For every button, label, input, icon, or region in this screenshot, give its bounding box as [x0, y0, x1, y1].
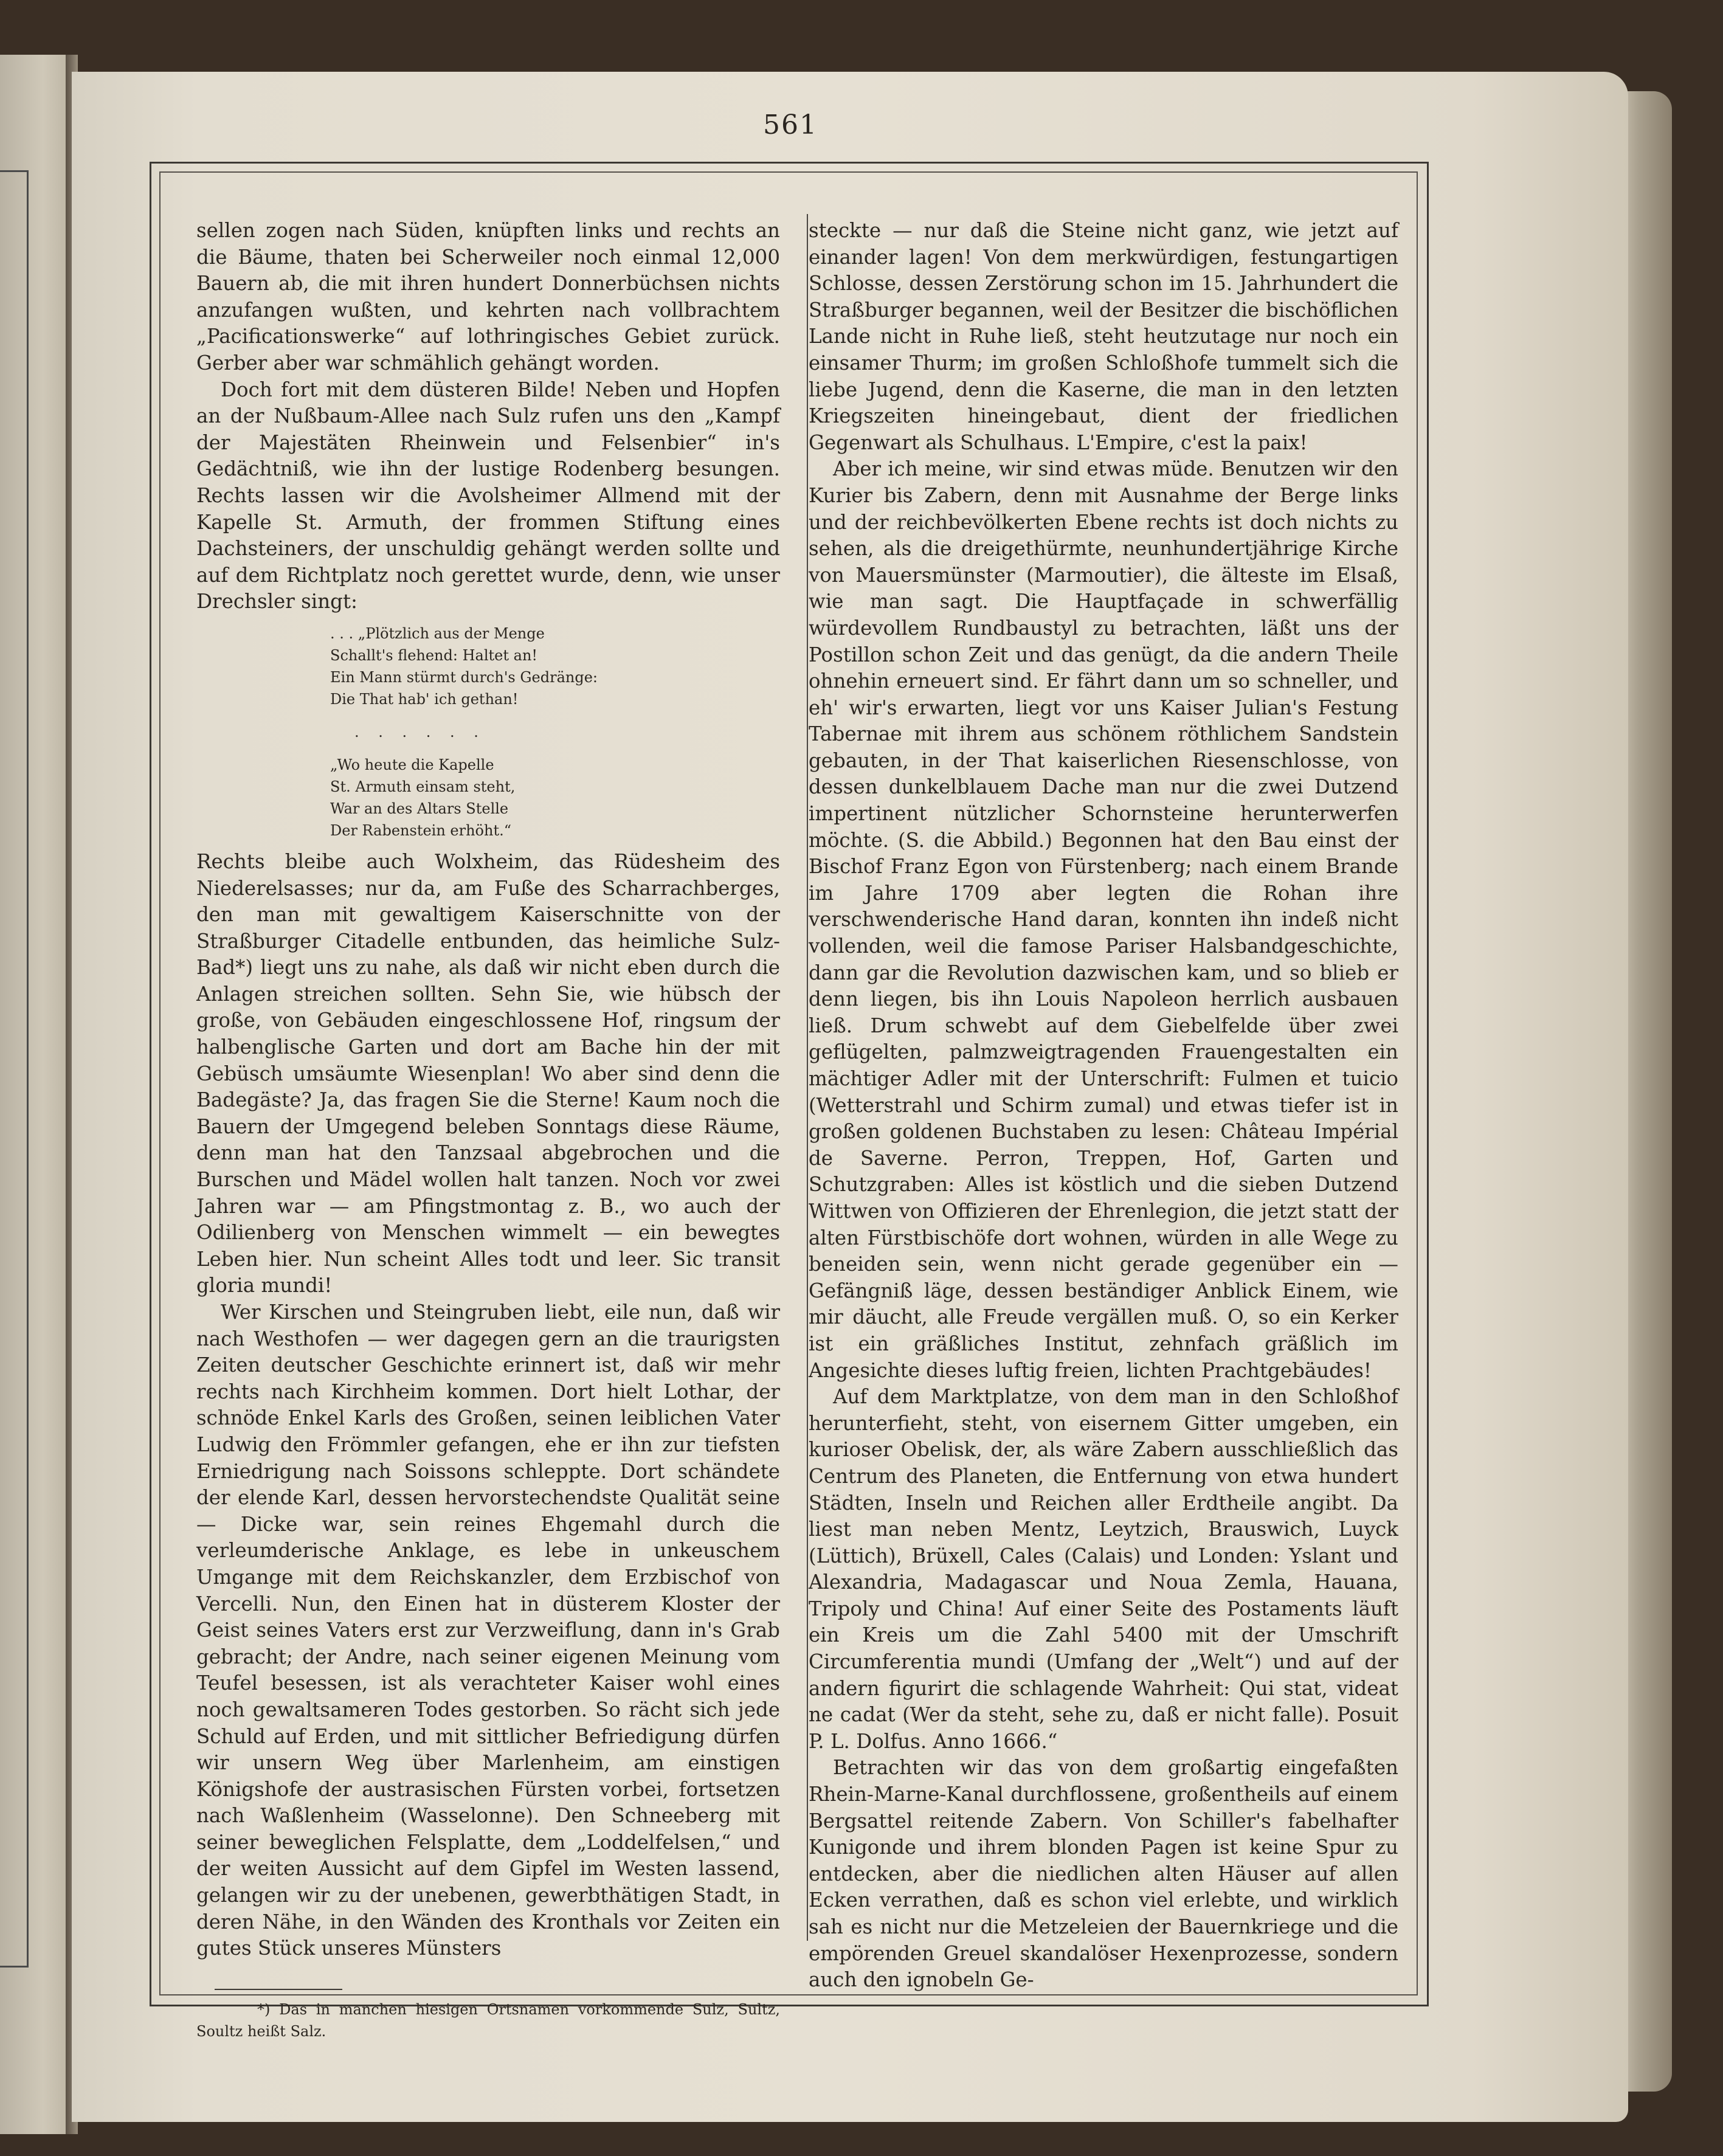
poem-line: Ein Mann stürmt durch's Gedränge:	[330, 668, 598, 686]
poem-line: St. Armuth einsam steht,	[330, 778, 516, 795]
poem-line: „Wo heute die Kapelle	[330, 756, 494, 773]
poem-quote	[330, 623, 780, 841]
left-facing-page	[0, 55, 73, 2134]
paragraph: Auf dem Marktplatze, von dem man in den Schloßhof herunterfieht, steht, von eisernem Gitter umgeben, ein kurioser Obelisk, der, als wäre Zabern ausschließlich das Centrum des Planeten, die Entfernung von etwa hundert Städten, Inseln und Reichen aller Erdtheile angibt. Da liest man neben Mentz, Leytzich, Brauswich, Luyck (Lüttich), Brüxell, Cales (Calais) und Londen: Yslant und Alexandria, Madagascar und Noua Zemla, Hauana, Tripoly und China! Auf einer Seite des Postaments läuft ein Kreis um die Zahl 5400 mit der Umschrift Circumferentia mundi (Umfang der „Welt“) und auf der andern figurirt die schlagende Wahrheit: Qui stat, videat ne cadat (Wer da steht, sehe zu, daß er nicht falle). Posuit P. L. Dolfus. Anno 1666.“	[809, 1385, 1398, 1753]
paragraph: Rechts bleibe auch Wolxheim, das Rüdesheim des Niederelsasses; nur da, am Fuße des Scharrachberges, den man mit gewaltigem Kaiserschnitte von der Straßburger Citadelle entbunden, das heimliche Sulz-Bad*) liegt uns zu nahe, als daß wir nicht eben durch die Anlagen streichen sollten. Sehn Sie, wie hübsch der große, von Gebäuden eingeschlossene Hof, ringsum der halbenglische Garten und dort am Bache hin der mit Gebüsch umsäumte Wiesenplan! Wo aber sind denn die Badegäste? Ja, das fragen Sie die Sterne! Kaum noch die Bauern der Umgegend beleben Sonntags diese Räume, denn man hat den Tanzsaal abgebrochen und die Burschen und Mädel wollen halt tanzen. Noch vor zwei Jahren war — am Pfingstmontag z. B., wo auch der Odilienberg von Menschen wimmelt — ein bewegtes Leben hier. Nun scheint Alles todt und leer. Sic transit gloria mundi!	[196, 849, 780, 1297]
paragraph: Aber ich meine, wir sind etwas müde. Benutzen wir den Kurier bis Zabern, denn mit Ausnahme der Berge links und der reichbevölkerten Ebene rechts ist doch nichts zu sehen, als die dreigethürmte, neunhundertjährige Kirche von Mauersmünster (Marmoutier), die älteste im Elsaß, wie man sagt. Die Hauptfaçade in schwerfällig würdevollem Rundbaustyl zu betrachten, läßt uns der Postillon schon Zeit und das genügt, da die andern Theile ohnehin erneuert sind. Er fährt dann um so schneller, und eh' wir's erwarten, liegt vor uns Kaiser Julian's Festung Tabernae mit ihrem aus schönem röthlichem Sandstein gebauten, in der That kaiserlichen Riesenschlosse, von dessen dunkelblauem Dache man nur die zwei Dutzend impertinent nützlicher Schornsteine herunterwerfen möchte. (S. die Abbild.) Begonnen hat den Bau einst der Bischof Franz Egon von Fürstenberg; nach einem Brande im Jahre 1709 aber legten die Rohan ihre verschwenderische Hand daran, konnten ihn indeß nicht vollenden, weil die famose Pariser Halsbandgeschichte, dann gar die Revolution dazwischen kam, und so blieb er denn liegen, bis ihn Louis Napoleon herrlich ausbauen ließ. Drum schwebt auf dem Giebelfelde über zwei geflügelten, palmzweigtragenden Frauengestalten ein mächtiger Adler mit der Unterschrift: Fulmen et tuicio (Wetterstrahl und Schirm zumal) und etwas tiefer ist in großen goldenen Buchstaben zu lesen: Château Impérial de Saverne. Perron, Treppen, Hof, Garten und Schutzgraben: Alles ist köstlich und die sieben Dutzend Wittwen von Offizieren der Ehrenlegion, die jetzt statt der alten Fürstbischöfe dort wohnen, würden in alle Wege zu beneiden sein, wenn nicht gerade gegenüber ein — Gefängniß läge, dessen beständiger Anblick Einem, wie mir däucht, alle Freude vergällen muß. O, so ein Kerker ist ein gräßliches Institut, zehnfach gräßlich im Angesichte dieses luftig freien, lichten Prachtgebäudes!	[809, 457, 1398, 1382]
poem-line: . . . „Plötzlich aus der Menge	[330, 624, 545, 642]
paragraph: Betrachten wir das von dem großartig eingefaßten Rhein-Marne-Kanal durchflossene, großentheils auf einem Bergsattel reitende Zabern. Von Schiller's fabelhafter Kunigonde und ihrem blonden Pagen ist keine Spur zu entdecken, aber die niedlichen alten Häuser auf allen Ecken verrathen, daß es schon viel erlebte, und wirklich sah es nicht nur die Metzeleien der Bauernkriege und die empörenden Greuel skandalöser Hexenprozesse, sondern auch den ignobeln Ge-	[809, 1756, 1398, 1992]
left-page-frame	[0, 170, 29, 1968]
footnote: *) Das in manchen hiesigen Ortsnamen vorkommende Sulz, Sultz, Soultz heißt Salz.	[196, 2000, 780, 2040]
paragraph: Doch fort mit dem düsteren Bilde! Neben und Hopfen an der Nußbaum-Allee nach Sulz rufen uns den „Kampf der Majestäten Rheinwein und Felsenbier“ in's Gedächtniß, wie ihn der lustige Rodenberg besungen. Rechts lassen wir die Avolsheimer Allmend mit der Kapelle St. Armuth, der frommen Stiftung eines Dachsteiners, der unschuldig gehängt werden sollte und auf dem Richtplatz noch gerettet wurde, denn, wie unser Drechsler singt:	[196, 378, 780, 613]
poem-ellipsis: . . . . . .	[354, 723, 486, 741]
paragraph: Wer Kirschen und Steingruben liebt, eile nun, daß wir nach Westhofen — wer dagegen gern an die traurigsten Zeiten deutscher Geschichte erinnert ist, daß wir mehr rechts nach Kirchheim kommen. Dort hielt Lothar, der schnöde Enkel Karls des Großen, seinen leiblichen Vater Ludwig den Frömmler gefangen, ehe er ihn zur tiefsten Erniedrigung nach Soissons schleppte. Dort schändete der elende Karl, dessen hervorstechendste Qualität seine — Dicke war, sein reines Ehgemahl durch die verleumderische Anklage, es lebe in unkeuschem Umgange mit dem Reichskanzler, dem Erzbischof von Vercelli. Nun, den Einen hat in düsterem Kloster der Geist seines Vaters erst zur Verzweiflung, dann in's Grab gebracht; der Andre, nach seiner eigenen Meinung vom Teufel besessen, ist als verachteter Kaiser wohl eines noch gewaltsameren Todes gestorben. So rächt sich jede Schuld auf Erden, und mit sittlicher Befriedigung dürfen wir unsern Weg über Marlenheim, am einstigen Königshofe der austrasischen Fürsten vorbei, fortsetzen nach Waßlenheim (Wasselonne). Den Schneeberg mit seiner beweglichen Felsplatte, dem „Loddelfelsen,“ und der weiten Aussicht auf dem Gipfel im Westen lassend, gelangen wir zu der unebenen, gewerbthätigen Stadt, in deren Nähe, in den Wänden des Kronthals vor Zeiten ein gutes Stück unseres Münsters	[196, 1301, 780, 1960]
right-column	[809, 218, 1398, 1994]
poem-line: Schallt's flehend: Haltet an!	[330, 646, 538, 664]
left-column	[196, 218, 780, 2042]
column-divider	[807, 214, 808, 1941]
page-number: 561	[763, 109, 818, 140]
poem-line: War an des Altars Stelle	[330, 800, 509, 817]
poem-line: Die That hab' ich gethan!	[330, 690, 519, 708]
paragraph: steckte — nur daß die Steine nicht ganz, wie jetzt auf einander lagen! Von dem merkwürdigen, festungartigen Schlosse, dessen Zerstörung schon im 15. Jahrhundert die Straßburger begannen, weil der Besitzer die bischöflichen Lande nicht in Ruhe ließ, steht heutzutage nur noch ein einsamer Thurm; im großen Schloßhofe tummelt sich die liebe Jugend, denn die Kaserne, die man in den letzten Kriegszeiten hineingebaut, dient der friedlichen Gegenwart als Schulhaus. L'Empire, c'est la paix!	[809, 219, 1398, 454]
poem-line: Der Rabenstein erhöht.“	[330, 821, 512, 839]
footnote-rule	[215, 1989, 342, 1990]
paragraph: sellen zogen nach Süden, knüpften links und rechts an die Bäume, thaten bei Scherweiler noch einmal 12,000 Bauern ab, die mit ihren hundert Donnerbüchsen nichts anzufangen wußten, und kehrten nach vollbrachtem „Pacificationswerke“ auf lothringisches Gebiet zurück. Gerber aber war schmählich gehängt worden.	[196, 219, 780, 375]
